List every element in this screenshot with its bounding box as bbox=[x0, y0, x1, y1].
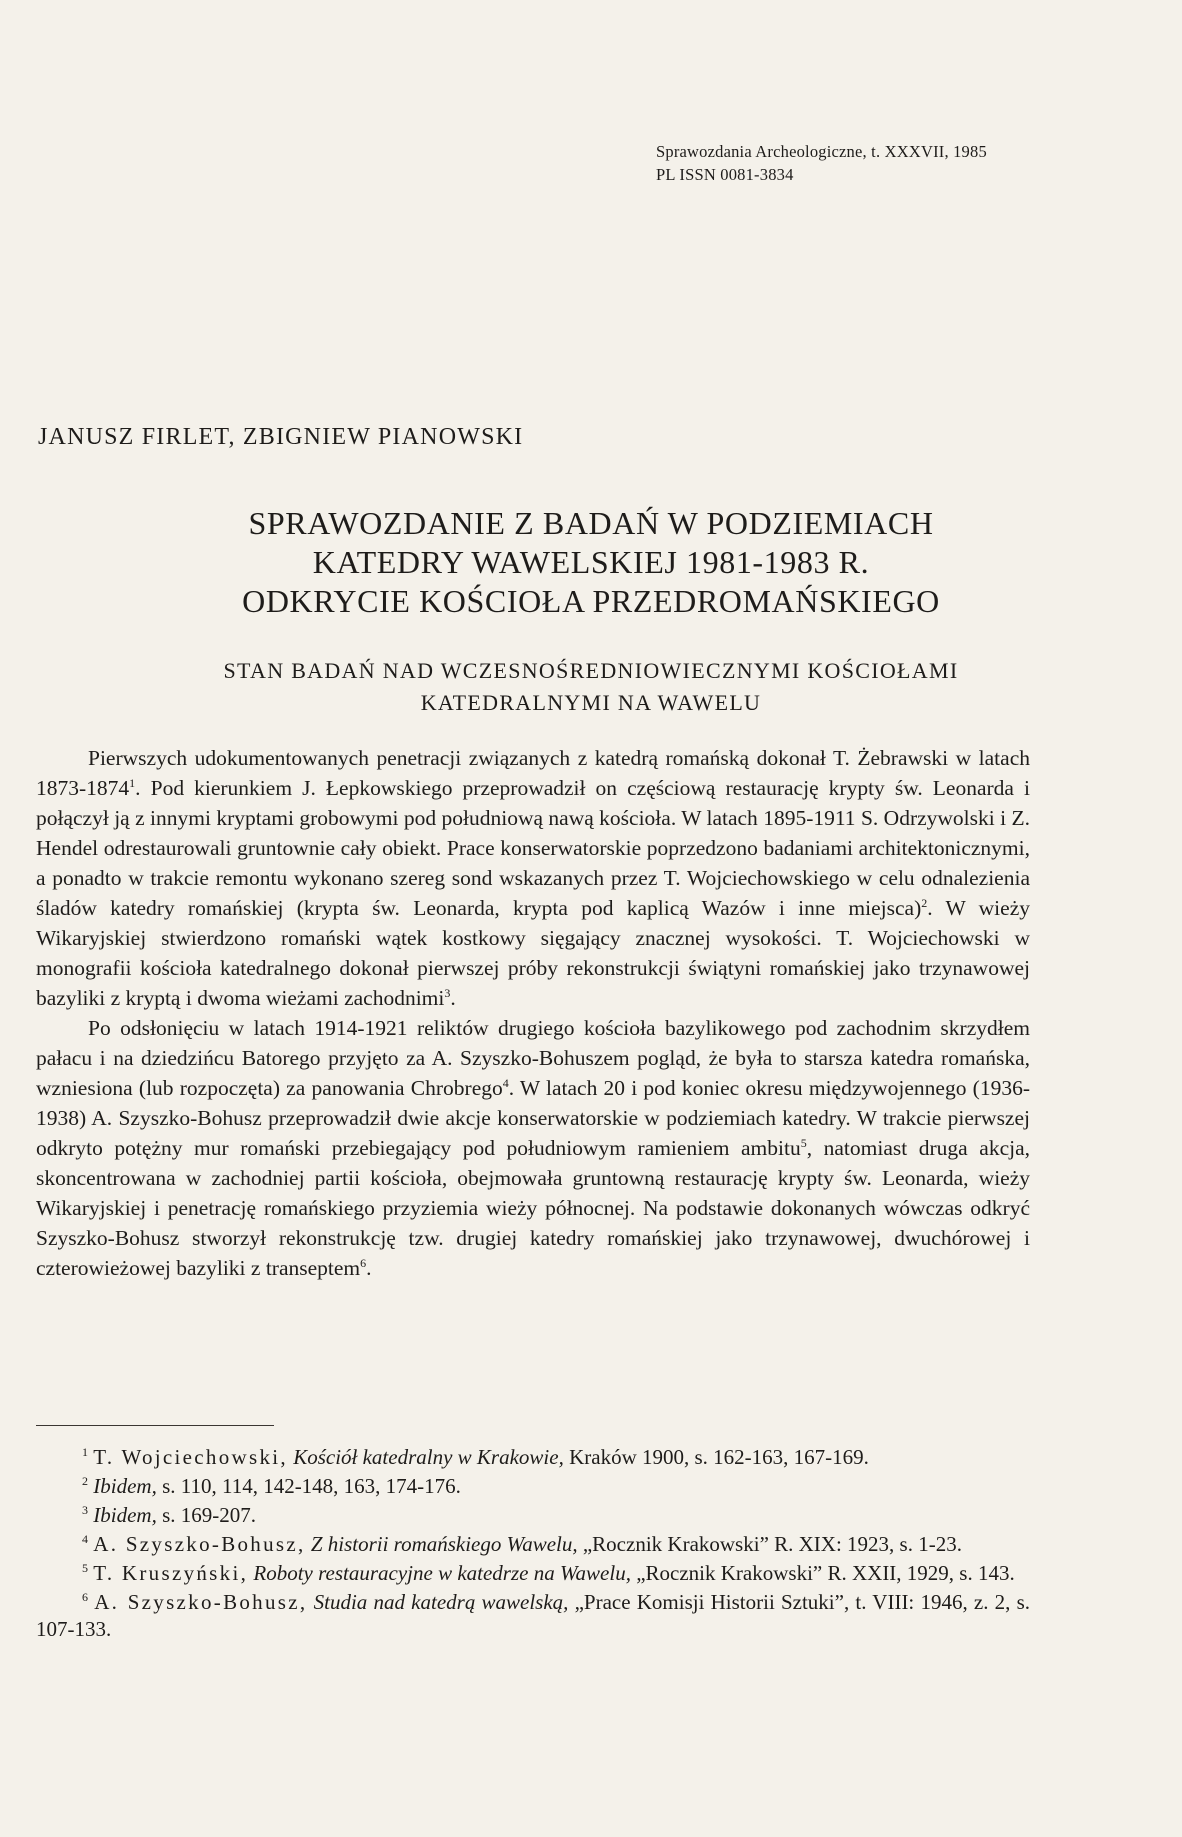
footnote-ref: 2 bbox=[921, 896, 928, 910]
footnote-rest: s. 169-207. bbox=[162, 1503, 256, 1527]
footnote-rest: s. 110, 114, 142-148, 163, 174-176. bbox=[162, 1474, 461, 1498]
title-line: ODKRYCIE KOŚCIOŁA PRZEDROMAŃSKIEGO bbox=[242, 583, 940, 619]
footnote-title: Kościół katedralny w Krakowie, bbox=[293, 1445, 564, 1469]
footnote-number: 2 bbox=[82, 1474, 88, 1488]
footnote-rest: „Rocznik Krakowski” R. XIX: 1923, s. 1-23. bbox=[582, 1532, 962, 1556]
section-heading-line: STAN BADAŃ NAD WCZESNOŚREDNIOWIECZNYMI KOŚCIOŁAMI bbox=[223, 658, 959, 683]
paragraph-text: . W wieży Wikaryjskiej stwierdzono romański wątek kostkowy sięgający znacznej wysokości. T. Wojciechowski w monografii kościoła katedralnego dokonał pierwszej próby rekonstrukcji świątyni romańskiej jako trzynawowej bazyliki z kryptą i dwoma wieżami zachodnimi bbox=[36, 896, 1030, 1010]
paragraph-text: . W latach 20 i pod koniec okresu międzywojennego (1936-1938) A. Szyszko-Bohusz przeprowadził dwie akcje konserwatorskie w podziemiach katedry. W trakcie pierwszej odkryto potężny mur romański przebiegający pod południowym ramieniem ambitu bbox=[36, 1076, 1030, 1160]
footnote-rest: „Prace Komisji Historii Sztuki”, t. VIII: 1946, z. 2, s. 107-133. bbox=[36, 1590, 1031, 1641]
footnote-rest: Kraków 1900, s. 162-163, 167-169. bbox=[569, 1445, 869, 1469]
footnote-title: Studia nad katedrą wawelską, bbox=[313, 1590, 569, 1614]
footnote bbox=[36, 1502, 1030, 1529]
paragraph-text: . bbox=[366, 1256, 372, 1280]
journal-citation: Sprawozdania Archeologiczne, t. XXXVII, 1985 bbox=[656, 142, 987, 161]
footnote-ref: 4 bbox=[502, 1076, 509, 1090]
footnote-title: Z historii romańskiego Wawelu, bbox=[310, 1532, 578, 1556]
paragraph-text: Pierwszych udokumentowanych penetracji związanych z katedrą romańską dokonał T. Żebrawski w latach 1873-1874 bbox=[36, 746, 1030, 800]
title-line: SPRAWOZDANIE Z BADAŃ W PODZIEMIACH bbox=[248, 505, 934, 541]
footnote-divider bbox=[36, 1425, 274, 1426]
paragraph-text: . Pod kierunkiem J. Łepkowskiego przeprowadził on częściową restaurację krypty św. Leonarda i połączył ją z innymi kryptami grobowymi pod południową nawą kościoła. W latach 1895-1911 S. Odrzywolski i Z. Hendel odrestaurowali gruntownie cały obiekt. Prace konserwatorskie poprzedzono badaniami architektonicznymi, a ponadto w trakcie remontu wykonano szereg sond wskazanych przez T. Wojciechowskiego w celu odnalezienia śladów katedry romańskiej (krypta św. Leonarda, krypta pod kaplicą Wazów i inne miejsca) bbox=[36, 776, 1030, 920]
footnote-ref: 1 bbox=[129, 776, 136, 790]
footnote-author: A. Szyszko-Bohusz, bbox=[94, 1590, 308, 1614]
footnote-author: T. Kruszyński, bbox=[93, 1561, 249, 1585]
section-heading bbox=[0, 655, 1182, 719]
paragraph-text: Po odsłonięciu w latach 1914-1921 reliktów drugiego kościoła bazylikowego pod zachodnim skrzydłem pałacu i na dziedzińcu Batorego przyjęto za A. Szyszko-Bohuszem pogląd, że była to starsza katedra romańska, wzniesiona (lub rozpoczęta) za panowania Chrobrego bbox=[36, 1016, 1030, 1100]
footnote-number: 1 bbox=[82, 1445, 88, 1459]
footnote bbox=[36, 1560, 1030, 1587]
footnote-number: 6 bbox=[82, 1590, 88, 1604]
footnote-number: 4 bbox=[82, 1532, 88, 1546]
paragraph bbox=[36, 743, 1030, 1013]
footnote-number: 3 bbox=[82, 1503, 88, 1517]
article-title bbox=[0, 504, 1182, 621]
footnote-title: Ibidem, bbox=[93, 1503, 157, 1527]
footnote bbox=[36, 1531, 1030, 1558]
footnote-title: Roboty restauracyjne w katedrze na Wawelu, bbox=[253, 1561, 631, 1585]
footnote-ref: 5 bbox=[800, 1136, 807, 1150]
footnote-ref: 6 bbox=[360, 1256, 367, 1270]
footnote bbox=[36, 1589, 1030, 1643]
paragraph-text: . bbox=[450, 986, 456, 1010]
footnotes bbox=[36, 1444, 1030, 1645]
footnote bbox=[36, 1444, 1030, 1471]
section-heading-line: KATEDRALNYMI NA WAWELU bbox=[420, 690, 762, 715]
authors: JANUSZ FIRLET, ZBIGNIEW PIANOWSKI bbox=[38, 424, 524, 450]
footnote-author: A. Szyszko-Bohusz, bbox=[93, 1532, 306, 1556]
paragraph-text: , natomiast druga akcja, skoncentrowana w zachodniej partii kościoła, obejmowała gruntowną restaurację krypty św. Leonarda, wieży Wikaryjskiej i penetrację romańskiego przyziemia wieży północnej. Na podstawie dokonanych wówczas odkryć Szyszko-Bohusz stworzył rekonstrukcję tzw. drugiej katedry romańskiej jako trzynawowej, dwuchórowej i czterowieżowej bazyliki z transeptem bbox=[36, 1136, 1031, 1280]
title-line: KATEDRY WAWELSKIEJ 1981-1983 R. bbox=[312, 544, 870, 580]
footnote-number: 5 bbox=[82, 1561, 88, 1575]
footnote bbox=[36, 1473, 1030, 1500]
footnote-rest: „Rocznik Krakowski” R. XXII, 1929, s. 143. bbox=[636, 1561, 1015, 1585]
body-text bbox=[36, 743, 1030, 1283]
paragraph bbox=[36, 1013, 1030, 1283]
footnote-author: T. Wojciechowski, bbox=[93, 1445, 288, 1469]
journal-header bbox=[656, 140, 987, 186]
issn: PL ISSN 0081-3834 bbox=[656, 165, 794, 184]
footnote-ref: 3 bbox=[444, 986, 451, 1000]
footnote-title: Ibidem, bbox=[93, 1474, 157, 1498]
